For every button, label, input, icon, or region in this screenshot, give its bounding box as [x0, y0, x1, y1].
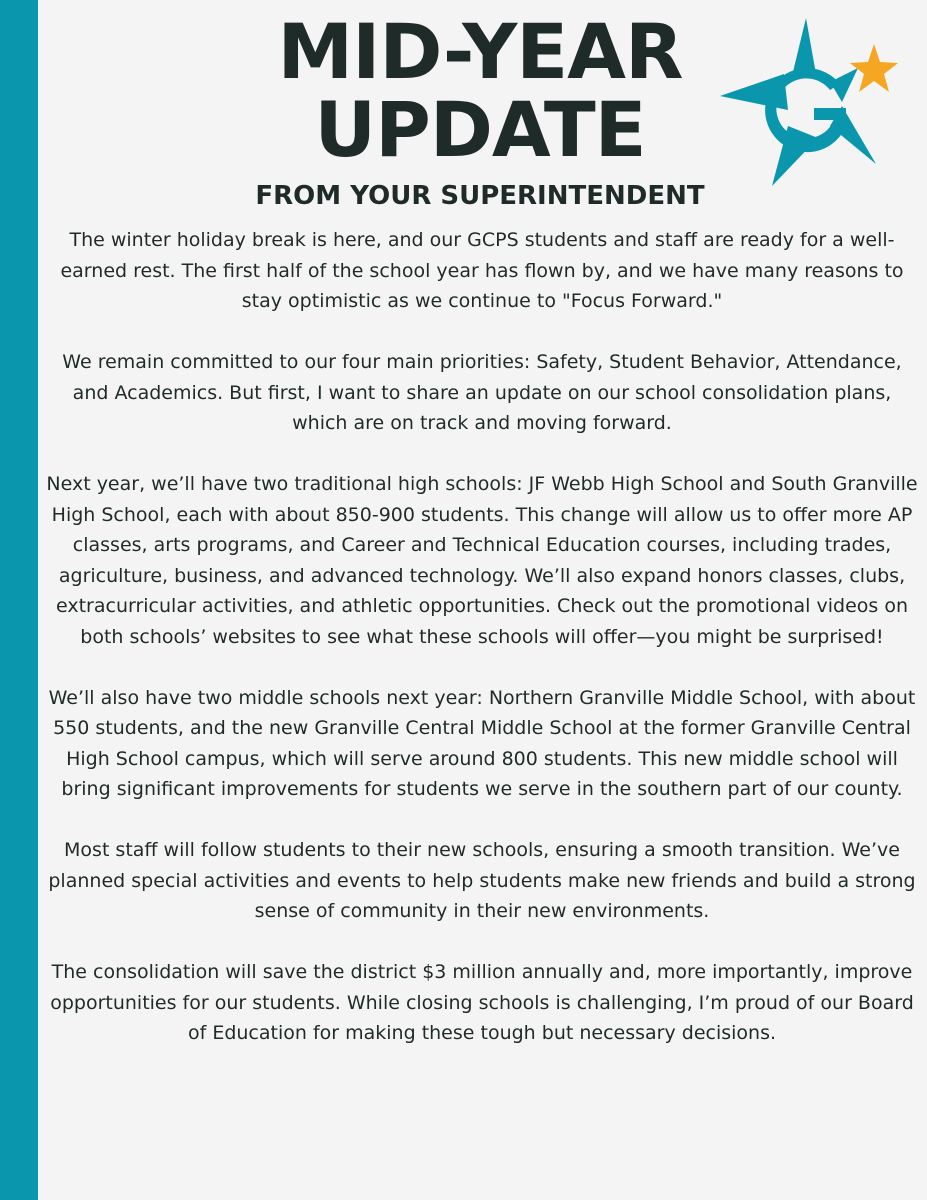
logo-star-point-top — [792, 18, 816, 76]
paragraph-staff: Most staff will follow students to their new schools, ensuring a smooth transition. We’ve planned special activities and events to help students make new friends and build a strong sense of community in their new environments. — [48, 839, 916, 922]
page-title-line-2: UPDATE — [314, 85, 646, 174]
paragraph-middle-schools: We’ll also have two middle schools next year: Northern Granville Middle School, with about 550 students, and the new Granville Central Middle School at the former Granville Central High School campus, which will serve around 800 students. This new middle school will bring significant improvements for students we serve in the southern part of our county. — [48, 686, 916, 800]
logo-orange-star — [850, 44, 898, 92]
paragraph-high-schools: Next year, we’ll have two traditional high schools: JF Webb High School and South Granville High School, each with about 850-900 students. This change will allow us to offer more AP classes, arts programs, and Career and Technical Education courses, including trades, agriculture, business, and advanced technology. We’ll also expand honors classes, clubs, extracurricular activities, and athletic opportunities. Check out the promotional videos on both schools’ websites to see what these schools will offer—you might be surprised! — [46, 473, 918, 648]
paragraph-priorities: We remain committed to our four main priorities: Safety, Student Behavior, Attendance, and Academics. But first, I want to share an update on our school consolidation plans, which are on track and moving forward. — [62, 351, 902, 434]
star-g-logo-icon — [718, 14, 898, 192]
page-subtitle: FROM YOUR SUPERINTENDENT — [255, 181, 705, 211]
side-accent-bar — [0, 0, 38, 1200]
letter-body — [44, 225, 920, 1079]
paragraph-savings: The consolidation will save the district $3 million annually and, more importantly, improve opportunities for our students. While closing schools is challenging, I’m proud of our Board of Education for making these tough but necessary decisions. — [50, 961, 914, 1044]
paragraph-intro: The winter holiday break is here, and our GCPS students and staff are ready for a well-earned rest. The first half of the school year has flown by, and we have many reasons to stay optimistic as we continue to "Focus Forward." — [60, 229, 904, 312]
page-title-line-1: MID-YEAR — [277, 7, 683, 96]
